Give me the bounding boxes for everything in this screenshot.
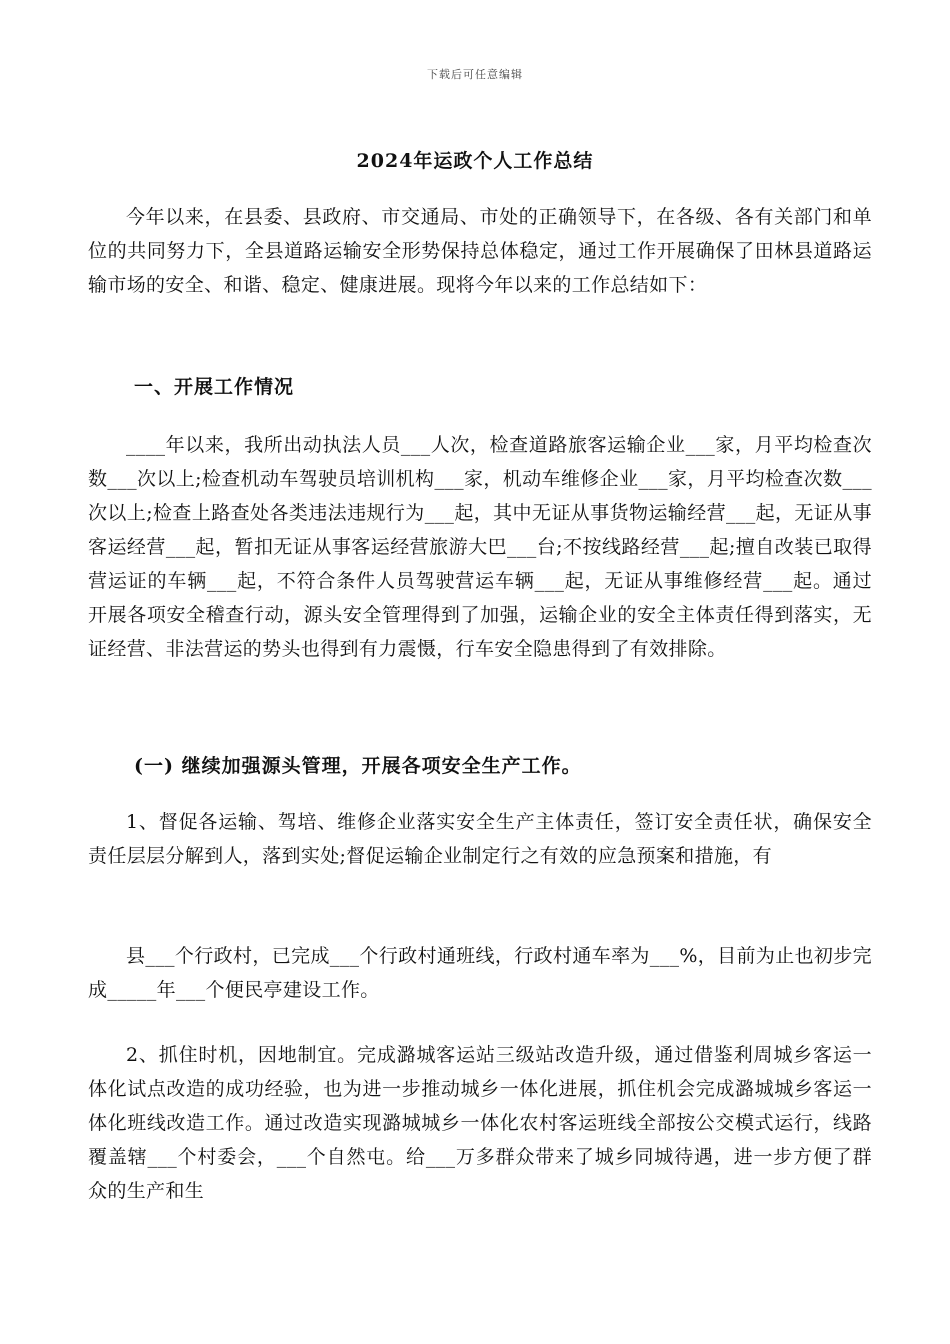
section1-paragraph: ____年以来，我所出动执法人员___人次，检查道路旅客运输企业___家，月平均检查次数___次以上;检查机动车驾驶员培训机构___家，机动车维修企业___家，月平均检查次数___次以上;检查上路查处各类违法违规行为___起，其中无证从事货物运输经营___起，无证从事客运经营___起，暂扣无证从事客运经营旅游大巴___台;不按线路经营___起;擅自改装已取得营运证的车辆___起，不符合条件人员驾驶营运车辆___起，无证从事维修经营___起。通过开展各项安全稽查行动，源头安全管理得到了加强，运输企业的安全主体责任得到落实，无证经营、非法营运的势头也得到有力震慑，行车安全隐患得到了有效排除。 bbox=[88, 434, 872, 660]
header-note: 下载后可任意编辑 bbox=[427, 68, 523, 81]
document-title: 2024年运政个人工作总结 bbox=[356, 150, 594, 172]
intro-paragraph: 今年以来，在县委、县政府、市交通局、市处的正确领导下，在各级、各有关部门和单位的共同努力下，全县道路运输安全形势保持总体稳定，通过工作开展确保了田林县道路运输市场的安全、和谐、稳定、健康进展。现将今年以来的工作总结如下： bbox=[88, 206, 872, 296]
item2-paragraph: 2、抓住时机，因地制宜。完成潞城客运站三级站改造升级，通过借鉴利周城乡客运一体化试点改造的成功经验，也为进一步推动城乡一体化进展，抓住机会完成潞城城乡客运一体化班线改造工作。通过改造实现潞城城乡一体化农村客运班线全部按公交模式运行，线路覆盖辖___个村委会，___个自然屯。给___万多群众带来了城乡同城待遇，进一步方便了群众的生产和生 bbox=[88, 1044, 872, 1202]
subsection-heading-1: (一) 继续加强源头管理，开展各项安全生产工作。 bbox=[134, 755, 582, 777]
section-heading-1: 一、开展工作情况 bbox=[134, 376, 295, 398]
item1-continuation-paragraph: 县___个行政村，已完成___个行政村通班线，行政村通车率为___%，目前为止也初步完成_____年___个便民亭建设工作。 bbox=[88, 945, 872, 1001]
item1-paragraph: 1、督促各运输、驾培、维修企业落实安全生产主体责任，签订安全责任状，确保安全责任层层分解到人，落到实处;督促运输企业制定行之有效的应急预案和措施，有 bbox=[88, 811, 872, 867]
